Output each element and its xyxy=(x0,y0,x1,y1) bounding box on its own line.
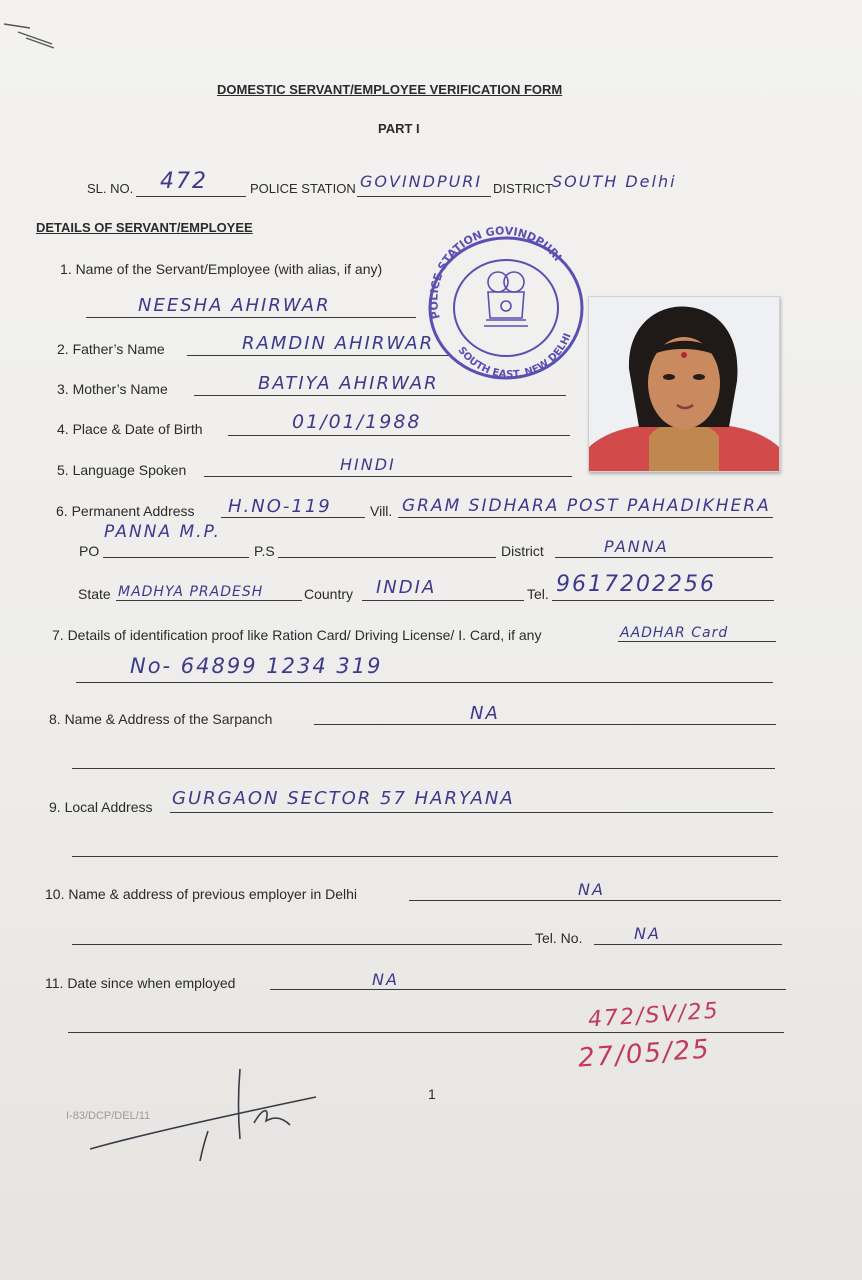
district-2-label: District xyxy=(501,543,544,559)
field-6-line2[interactable]: PANNA M.P. xyxy=(104,522,221,542)
country-value[interactable]: INDIA xyxy=(376,577,437,598)
field-4-label: 4. Place & Date of Birth xyxy=(57,421,203,437)
stamp-bottom-text: SOUTH EAST, NEW DELHI xyxy=(455,331,574,381)
field-10-value[interactable]: NA xyxy=(578,880,605,899)
field-6-vill-label: Vill. xyxy=(370,503,393,519)
field-7-label: 7. Details of identification proof like Ration Card/ Driving License/ I. Card, if any xyxy=(52,627,542,643)
officer-signature xyxy=(80,1065,340,1165)
field-9-label: 9. Local Address xyxy=(49,799,153,815)
footer-code: I-83/DCP/DEL/11 xyxy=(66,1110,151,1122)
tel-no-label: Tel. No. xyxy=(535,930,583,946)
form-title: DOMESTIC SERVANT/EMPLOYEE VERIFICATION FORM xyxy=(217,82,563,97)
field-1-value[interactable]: NEESHA AHIRWAR xyxy=(138,295,331,316)
corner-pencil-mark xyxy=(0,10,70,50)
stamp-top-text: POLICE STATION GOVINDPURI xyxy=(427,224,565,321)
field-10-label: 10. Name & address of previous employer in Delhi xyxy=(45,886,358,902)
field-11-label: 11. Date since when employed xyxy=(45,975,236,991)
reference-number: 472/SV/25 xyxy=(587,998,721,1033)
tel-label: Tel. xyxy=(527,586,549,602)
field-1-label: 1. Name of the Servant/Employee (with alias, if any) xyxy=(60,261,383,277)
field-2-value[interactable]: RAMDIN AHIRWAR xyxy=(242,333,435,354)
section-heading: DETAILS OF SERVANT/EMPLOYEE xyxy=(36,220,253,235)
district-value[interactable]: SOUTH Delhi xyxy=(552,172,677,191)
po-label: PO xyxy=(79,543,100,559)
field-7-value-1[interactable]: AADHAR Card xyxy=(620,625,729,641)
district-label: DISTRICT xyxy=(493,181,553,196)
page-number: 1 xyxy=(428,1086,436,1102)
national-emblem-icon xyxy=(484,272,528,326)
police-station-label: POLICE STATION xyxy=(250,181,356,196)
passport-photo xyxy=(588,296,780,472)
field-6-label: 6. Permanent Address xyxy=(56,503,195,519)
part-label: PART I xyxy=(378,121,420,136)
field-5-label: 5. Language Spoken xyxy=(57,462,187,478)
state-label: State xyxy=(78,586,111,602)
field-2-label: 2. Father’s Name xyxy=(57,341,165,357)
field-6-house[interactable]: H.NO-119 xyxy=(228,496,332,517)
field-3-label: 3. Mother’s Name xyxy=(57,381,168,397)
person-portrait-icon xyxy=(589,297,779,471)
field-7-value-2[interactable]: No- 64899 1234 319 xyxy=(130,654,383,678)
ps-residence-label: P.S xyxy=(254,543,275,559)
field-5-value[interactable]: HINDI xyxy=(340,455,396,474)
field-8-value[interactable]: NA xyxy=(470,703,500,724)
country-label: Country xyxy=(304,586,354,602)
police-station-value[interactable]: GOVINDPURI xyxy=(360,172,483,191)
field-4-value[interactable]: 01/01/1988 xyxy=(292,411,422,433)
reference-date: 27/05/25 xyxy=(577,1034,712,1074)
field-6-vill-value[interactable]: GRAM SIDHARA POST PAHADIKHERA xyxy=(402,496,771,516)
field-8-label: 8. Name & Address of the Sarpanch xyxy=(49,711,273,727)
sl-no-label: SL. NO. xyxy=(87,181,134,196)
field-3-value[interactable]: BATIYA AHIRWAR xyxy=(258,373,439,394)
field-9-value[interactable]: GURGAON SECTOR 57 HARYANA xyxy=(172,788,515,809)
district-2-value[interactable]: PANNA xyxy=(604,537,669,556)
field-11-value[interactable]: NA xyxy=(372,970,399,989)
tel-value[interactable]: 9617202256 xyxy=(556,572,716,597)
tel-no-value[interactable]: NA xyxy=(634,924,661,943)
police-station-stamp xyxy=(418,222,588,382)
state-value[interactable]: MADHYA PRADESH xyxy=(118,584,264,600)
sl-no-value[interactable]: 472 xyxy=(160,169,208,194)
